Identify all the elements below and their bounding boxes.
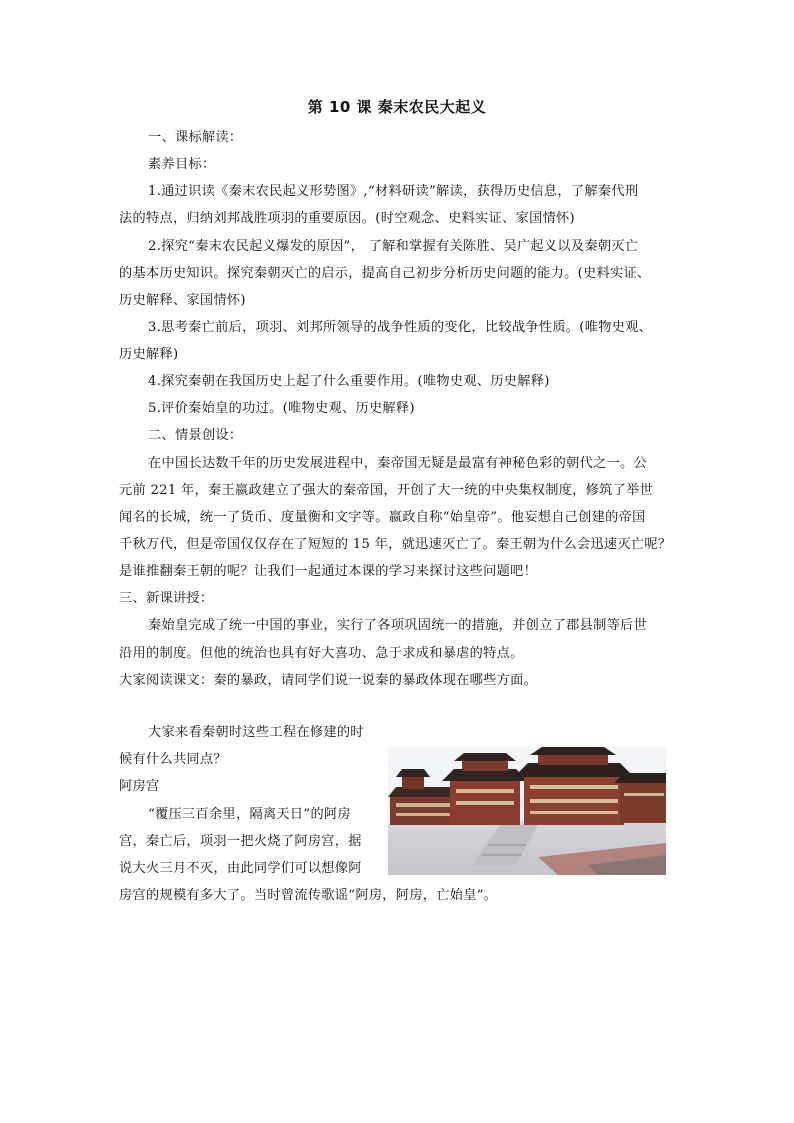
- goal-2-line-1: 2.探究“秦末农民起义爆发的原因”， 了解和掌握有关陈胜、吴广起义以及秦朝灭亡: [148, 239, 639, 254]
- epang-line-1: “覆压三百余里，隔离天日”的阿房: [148, 807, 351, 822]
- goal-2-line-3: 历史解释、家国情怀): [119, 293, 246, 308]
- reading-prompt: 大家阅读课文：秦的暴政，请同学们说一说秦的暴政体现在哪些方面。: [119, 673, 538, 688]
- scenario-line-3: 闻名的长城，统一了货币、度量衡和文字等。嬴政自称“始皇帝”。他妄想自己创建的帝国: [119, 510, 646, 525]
- section-heading-lecture: 三、新课讲授：: [119, 591, 214, 606]
- section-heading-curriculum: 一、课标解读：: [148, 130, 243, 145]
- goal-1-line-2: 法的特点，归纳刘邦战胜项羽的重要原因。(时空观念、史料实证、家国情怀): [119, 211, 575, 226]
- goal-3-line-1: 3.思考秦亡前后，项羽、刘邦所领导的战争性质的变化，比较战争性质。(唯物史观、: [148, 320, 653, 335]
- subheading-epang-palace: 阿房宫: [119, 779, 160, 794]
- epang-palace-photo: [388, 747, 666, 875]
- scenario-line-2: 元前 221 年，秦王嬴政建立了强大的秦帝国，开创了大一统的中央集权制度，修筑了举世: [119, 483, 654, 498]
- scenario-line-1: 在中国长达数千年的历史发展进程中，秦帝国无疑是最富有神秘色彩的朝代之一。公: [148, 456, 648, 471]
- scenario-line-5: 是谁推翻秦王朝的呢？让我们一起通过本课的学习来探讨这些问题吧！: [119, 564, 538, 579]
- question-line-2: 候有什么共同点？: [119, 752, 227, 767]
- goal-2-line-2: 的基本历史知识。探究秦朝灭亡的启示，提高自己初步分析历史问题的能力。(史料实证、: [119, 266, 651, 281]
- section-heading-scenario: 二、情景创设：: [148, 428, 243, 443]
- scenario-line-4: 千秋万代，但是帝国仅仅存在了短短的 15 年，就迅速灭亡了。秦王朝为什么会迅速灭亡呢？: [119, 537, 672, 552]
- question-line-1: 大家来看秦朝时这些工程在修建的时: [148, 725, 364, 740]
- epang-line-4: 房宫的规模有多大了。当时曾流传歌谣“阿房，阿房，亡始皇”。: [119, 888, 498, 903]
- goal-3-line-2: 历史解释): [119, 347, 179, 362]
- epang-line-2: 宫，秦亡后，项羽一把火烧了阿房宫，据: [119, 834, 362, 849]
- lecture-line-2: 沿用的制度。但他的统治也具有好大喜功、急于求成和暴虐的特点。: [119, 646, 524, 661]
- goal-4: 4.探究秦朝在我国历史上起了什么重要作用。(唯物史观、历史解释): [148, 374, 550, 389]
- goal-5: 5.评价秦始皇的功过。(唯物史观、历史解释): [148, 401, 415, 416]
- goal-1-line-1: 1.通过识读《秦末农民起义形势图》,“材料研读”解读，获得历史信息，了解秦代刑: [148, 184, 639, 199]
- lecture-line-1: 秦始皇完成了统一中国的事业，实行了各项巩固统一的措施，并创立了郡县制等后世: [148, 618, 648, 633]
- epang-line-3: 说大火三月不灭，由此同学们可以想像阿: [119, 861, 362, 876]
- subheading-goals: 素养目标：: [148, 157, 216, 172]
- lesson-title: 第 10 课 秦末农民大起义: [307, 98, 487, 116]
